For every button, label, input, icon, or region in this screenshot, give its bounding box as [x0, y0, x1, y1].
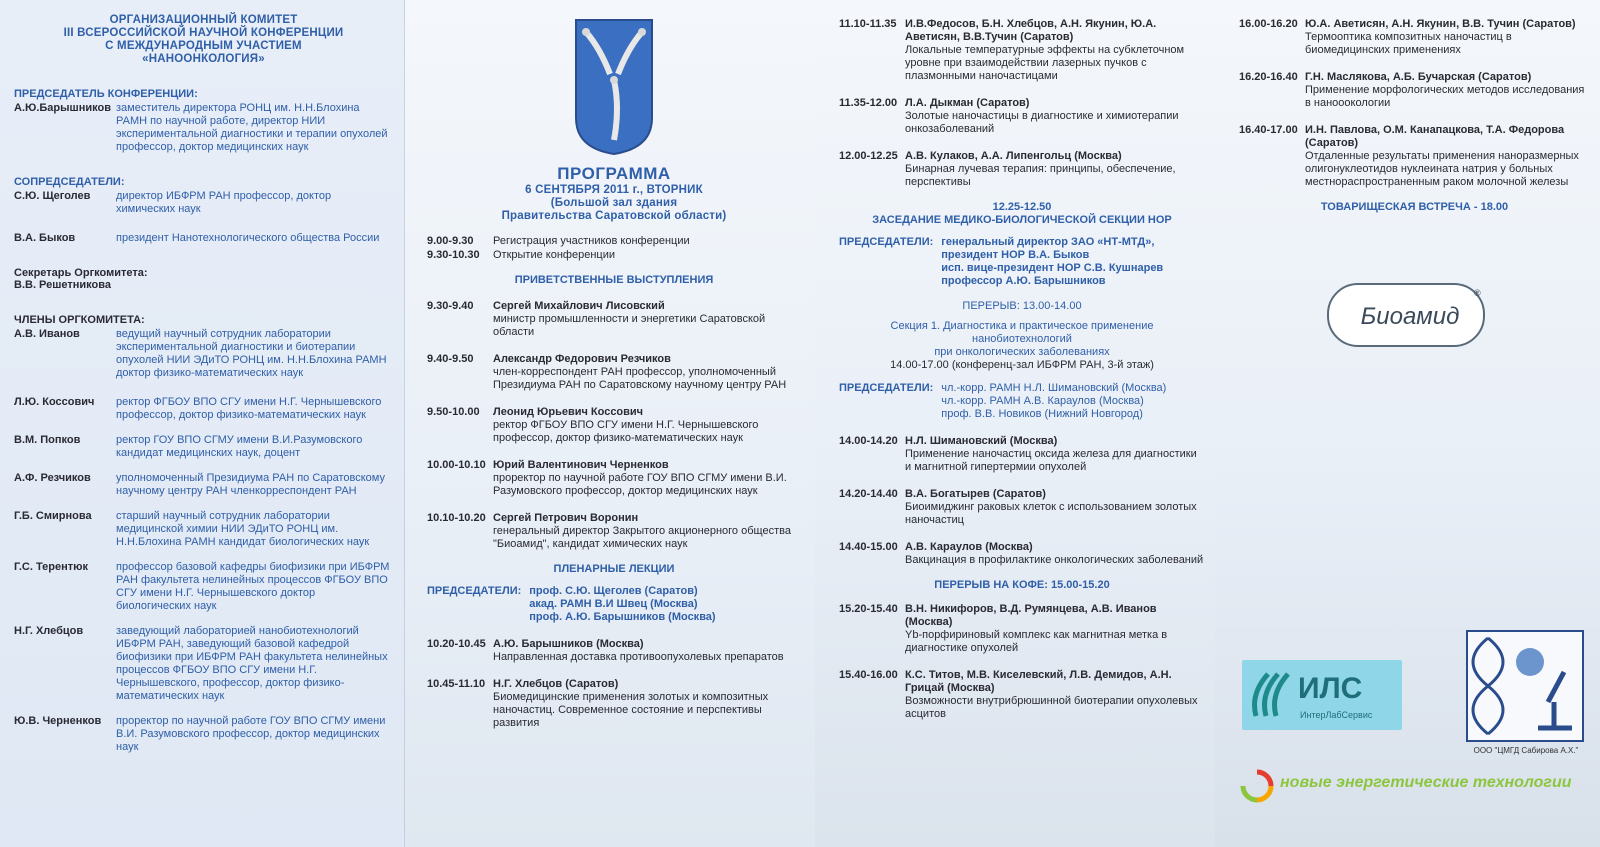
committee-person — [14, 102, 393, 154]
item-time: 15.40-16.00 — [839, 669, 898, 681]
committee-header-line: III ВСЕРОССИЙСКОЙ НАУЧНОЙ КОНФЕРЕНЦИИ — [63, 27, 344, 39]
chair-line: генеральный директор ЗАО «НТ-МТД», — [941, 236, 1155, 248]
item-time: 10.10-10.20 — [427, 512, 486, 524]
program-title: ПРОГРАММА — [557, 164, 671, 183]
schedule-item — [1239, 124, 1590, 189]
person-desc: профессор базовой кафедры биофизики при ИБФРМ РАН факультета нелинейных процессов ФГБОУ ВПО СГУ имени Н.Г. Чернышевского доктор биологических наук — [116, 561, 390, 612]
organizing-committee-panel — [0, 0, 405, 847]
person-desc: заместитель директора РОНЦ им. Н.Н.Блохина РАМН по научной работе, директор НИИ экспериментальной диагностики и терапии опухолей профессор, доктор медицинских наук — [116, 102, 388, 153]
schedule-item — [427, 459, 801, 498]
item-time: 12.00-12.25 — [839, 150, 898, 162]
greetings-title: ПРИВЕТСТВЕННЫЕ ВЫСТУПЛЕНИЯ — [514, 274, 714, 286]
committee-person — [14, 396, 393, 422]
program-date: 6 СЕНТЯБРЯ 2011 г., ВТОРНИК — [525, 184, 703, 196]
schedule-item — [839, 435, 1205, 474]
schedule-item — [839, 150, 1205, 189]
item-speaker: И.В.Федосов, Б.Н. Хлебцов, А.Н. Якунин, Ю.А. Аветисян, В.В.Тучин (Саратов) — [905, 18, 1157, 43]
schedule-item — [839, 669, 1205, 721]
net-text: новые энергетические технологии — [1280, 774, 1572, 791]
chair-line: акад. РАМН В.И Швец (Москва) — [529, 598, 698, 610]
person-name: А.Ю.Барышников — [14, 102, 111, 114]
person-desc: ректор ФГБОУ ВПО СГУ имени Н.Г. Чернышевского профессор, доктор физико-математических наук — [116, 396, 382, 421]
section-chairs — [839, 236, 1205, 288]
schedule-item — [427, 512, 801, 551]
item-text: Регистрация участников конференции — [493, 235, 690, 247]
item-speaker: И.Н. Павлова, О.М. Канапацкова, Т.А. Федорова (Саратов) — [1305, 124, 1565, 149]
committee-person — [14, 715, 393, 754]
schedule-item — [427, 678, 801, 730]
schedule-item — [427, 353, 801, 392]
item-speaker: В.Н. Никифоров, В.Д. Румянцева, А.В. Иванов (Москва) — [905, 603, 1157, 628]
section1-title-line: при онкологических заболеваниях — [934, 346, 1110, 358]
schedule-item — [839, 97, 1205, 136]
item-text: Направленная доставка противоопухолевых препаратов — [493, 651, 784, 663]
item-text: член-корреспондент РАН профессор, уполномоченный Президиума РАН по Саратовскому научному центру РАН — [493, 366, 787, 391]
committee-header-line: ОРГАНИЗАЦИОННЫЙ КОМИТЕТ — [109, 14, 298, 26]
svg-text:®: ® — [1474, 288, 1481, 298]
item-text: Бинарная лучевая терапия: принципы, обеспечение, перспективы — [905, 163, 1176, 188]
item-speaker: Г.Н. Маслякова, А.Б. Бучарская (Саратов) — [1305, 71, 1532, 83]
item-text: Термооптика композитных наночастиц в биомедицинских применениях — [1305, 31, 1512, 56]
person-desc: ректор ГОУ ВПО СГМУ имени В.И.Разумовского кандидат медицинских наук, доцент — [116, 434, 363, 459]
item-text: ректор ФГБОУ ВПО СГУ имени Н.Г. Чернышевского профессор, доктор физико-математических наук — [493, 419, 759, 444]
section-title: ЗАСЕДАНИЕ МЕДИКО-БИОЛОГИЧЕСКОЙ СЕКЦИИ НОР — [872, 214, 1172, 226]
schedule-item — [839, 18, 1205, 83]
ils-name: ИЛС — [1298, 672, 1363, 705]
schedule-item — [1239, 18, 1590, 57]
item-time: 9.50-10.00 — [427, 406, 480, 418]
schedule-item — [427, 406, 801, 445]
plenary-chairs — [427, 585, 801, 624]
section1-title-line: Секция 1. Диагностика и практическое применение — [890, 320, 1154, 332]
coffee-break: ПЕРЕРЫВ НА КОФЕ: 15.00-15.20 — [934, 579, 1110, 591]
item-time: 16.20-16.40 — [1239, 71, 1298, 83]
chair-line: проф. В.В. Новиков (Нижний Новгород) — [941, 408, 1143, 420]
item-text: Золотые наночастицы в диагностике и химиотерапии онкозаболеваний — [905, 110, 1179, 135]
item-text: Биоимиджинг раковых клеток с использованием золотых наночастиц — [905, 501, 1197, 526]
social-meeting: ТОВАРИЩЕСКАЯ ВСТРЕЧА - 18.00 — [1320, 201, 1509, 213]
person-name: Н.Г. Хлебцов — [14, 625, 84, 637]
person-desc: президент Нанотехнологического общества России — [116, 232, 380, 244]
section1-title — [839, 320, 1205, 359]
item-text: Открытие конференции — [493, 249, 615, 261]
cochairs-title: СОПРЕДСЕДАТЕЛИ: — [14, 176, 125, 188]
section1-chairs — [839, 382, 1205, 421]
person-name: А.Ф. Резчиков — [14, 472, 91, 484]
cmgd-logo — [1466, 630, 1584, 742]
person-desc: старший научный сотрудник лаборатории медицинской химии НИИ ЭДиТО РОНЦ им. Н.Н.Блохина РАМН кандидат биологических наук — [116, 510, 370, 548]
item-text: генеральный директор Закрытого акционерного общества "Биоамид", кандидат химических наук — [493, 525, 791, 550]
schedule-item — [839, 603, 1205, 655]
bioamid-text: Биоамид — [1360, 303, 1460, 330]
schedule-item — [427, 300, 801, 339]
bioamid-logo-icon — [1326, 282, 1486, 348]
item-speaker: Сергей Петрович Воронин — [493, 512, 639, 524]
section-time: 12.25-12.50 — [992, 201, 1052, 213]
item-time: 15.20-15.40 — [839, 603, 898, 615]
person-name: Ю.В. Черненков — [14, 715, 102, 727]
program-venue-line: (Большой зал здания — [550, 197, 678, 209]
item-text: Локальные температурные эффекты на субклеточном уровне при взаимодействии лазерных пучков с плазмонными наночастицами — [905, 44, 1185, 82]
item-speaker: Н.Л. Шимановский (Москва) — [905, 435, 1058, 447]
plenary-title: ПЛЕНАРНЫЕ ЛЕКЦИИ — [553, 563, 675, 575]
person-name: Г.Б. Смирнова — [14, 510, 92, 522]
ils-logo — [1242, 660, 1402, 730]
person-desc: директор ИБФРМ РАН профессор, доктор химических наук — [116, 190, 332, 215]
item-time: 9.30-9.40 — [427, 300, 474, 312]
item-time: 14.20-14.40 — [839, 488, 898, 500]
section1-venue: 14.00-17.00 (конференц-зал ИБФРМ РАН, 3-й этаж) — [890, 359, 1154, 371]
person-desc: проректор по научной работе ГОУ ВПО СГМУ имени В.И. Разумовского профессор, доктор медицинских наук — [116, 715, 386, 753]
item-speaker: Леонид Юрьевич Коссович — [493, 406, 644, 418]
person-desc: уполномоченный Президиума РАН по Саратовскому научному центру РАН членкорреспондент РАН — [116, 472, 385, 497]
sessions-panel — [815, 0, 1215, 847]
person-name: Л.Ю. Коссович — [14, 396, 95, 408]
item-time: 9.40-9.50 — [427, 353, 474, 365]
committee-header-line: «НАНООНКОЛОГИЯ» — [142, 53, 265, 65]
cmgd-caption: ООО "ЦМГД Сабирова А.Х." — [1473, 746, 1579, 755]
chair-line: профессор А.Ю. Барышников — [941, 275, 1106, 287]
program-venue-line: Правительства Саратовской области) — [501, 210, 727, 222]
item-time: 16.00-16.20 — [1239, 18, 1298, 30]
person-name: С.Ю. Щеголев — [14, 190, 91, 202]
committee-person — [14, 328, 393, 380]
item-time: 11.10-11.35 — [839, 18, 897, 30]
secretary-name: В.В. Решетникова — [14, 279, 111, 291]
chairs-label: ПРЕДСЕДАТЕЛИ: — [839, 236, 934, 248]
chair-line: проф. С.Ю. Щеголев (Саратов) — [529, 585, 698, 597]
item-speaker: А.Ю. Барышников (Москва) — [493, 638, 644, 650]
committee-header — [14, 14, 393, 66]
item-time: 14.40-15.00 — [839, 541, 898, 553]
committee-person — [14, 472, 393, 498]
item-speaker: А.В. Караулов (Москва) — [905, 541, 1033, 553]
program-panel — [405, 0, 815, 847]
chair-line: исп. вице-президент НОР С.В. Кушнарев — [941, 262, 1164, 274]
schedule-item — [427, 235, 801, 248]
item-text: проректор по научной работе ГОУ ВПО СГМУ имени В.И. Разумовского профессор, доктор медицинских наук — [493, 472, 787, 497]
schedule-item — [427, 249, 801, 262]
committee-person — [14, 625, 393, 703]
item-speaker: Н.Г. Хлебцов (Саратов) — [493, 678, 619, 690]
secretary-title: Секретарь Оргкомитета: — [14, 267, 148, 279]
item-text: Применение наночастиц оксида железа для диагностики и магнитной гипертермии опухолей — [905, 448, 1197, 473]
schedule-item — [839, 488, 1205, 527]
chairs-label: ПРЕДСЕДАТЕЛИ: — [839, 382, 934, 394]
item-speaker: Ю.А. Аветисян, А.Н. Якунин, В.В. Тучин (Саратов) — [1305, 18, 1576, 30]
schedule-item — [427, 638, 801, 664]
person-name: В.М. Попков — [14, 434, 81, 446]
saratov-coat-of-arms-icon — [574, 18, 654, 156]
item-text: Yb-порфириновый комплекс как магнитная метка в диагностике опухолей — [905, 629, 1168, 654]
schedule-item — [839, 541, 1205, 567]
chair-line: чл.-корр. РАМН А.В. Караулов (Москва) — [941, 395, 1144, 407]
net-logo — [1240, 768, 1590, 804]
person-name: Г.С. Терентюк — [14, 561, 89, 573]
break-time: ПЕРЕРЫВ: 13.00-14.00 — [962, 300, 1082, 312]
chair-line: чл.-корр. РАМН Н.Л. Шимановский (Москва) — [941, 382, 1167, 394]
committee-person — [14, 232, 393, 245]
item-speaker: Юрий Валентинович Черненков — [493, 459, 669, 471]
item-time: 11.35-12.00 — [839, 97, 898, 109]
person-name: В.А. Быков — [14, 232, 76, 244]
item-time: 16.40-17.00 — [1239, 124, 1298, 136]
item-speaker: Л.А. Дыкман (Саратов) — [905, 97, 1030, 109]
chair-line: проф. А.Ю. Барышников (Москва) — [529, 611, 716, 623]
item-speaker: Александр Федорович Резчиков — [493, 353, 671, 365]
chair-title: ПРЕДСЕДАТЕЛЬ КОНФЕРЕНЦИИ: — [14, 88, 198, 100]
ils-subtitle: ИнтерЛабСервис — [1300, 710, 1373, 720]
item-speaker: В.А. Богатырев (Саратов) — [905, 488, 1046, 500]
item-time: 10.00-10.10 — [427, 459, 486, 471]
chairs-label: ПРЕДСЕДАТЕЛИ: — [427, 585, 522, 597]
dna-microscope-icon — [1468, 632, 1582, 740]
item-time: 9.00-9.30 — [427, 235, 474, 247]
chair-line: президент НОР В.А. Быков — [941, 249, 1090, 261]
item-time: 10.45-11.10 — [427, 678, 486, 690]
item-speaker: К.С. Титов, М.В. Киселевский, Л.В. Демидов, А.Н. Грицай (Москва) — [905, 669, 1172, 694]
item-text: Отдаленные результаты применения наноразмерных олигонуклеотидов нуклеината натрия у больных местнораспространенным раком молочной железы — [1305, 150, 1579, 188]
item-text: Применение морфологических методов исследования в нанооокологии — [1305, 84, 1585, 109]
committee-header-line: С МЕЖДУНАРОДНЫМ УЧАСТИЕМ — [105, 40, 302, 52]
committee-person — [14, 190, 393, 216]
net-swirl-icon — [1240, 769, 1274, 803]
item-time: 14.00-14.20 — [839, 435, 898, 447]
item-time: 9.30-10.30 — [427, 249, 480, 261]
person-desc: ведущий научный сотрудник лаборатории экспериментальной диагностики и биотерапии опухолей НИИ ЭДиТО РОНЦ им. Н.Н.Блохина РАМН доктор физико-математических наук — [116, 328, 387, 379]
item-text: Биомедицинские применения золотых и композитных наночастиц. Современное состояние и перспективы развития — [493, 691, 769, 729]
ils-wave-icon — [1250, 670, 1290, 720]
members-title: ЧЛЕНЫ ОРГКОМИТЕТА: — [14, 314, 145, 326]
item-time: 10.20-10.45 — [427, 638, 486, 650]
schedule-item — [1239, 71, 1590, 110]
section1-title-line: нанобиотехнологий — [972, 333, 1072, 345]
committee-person — [14, 510, 393, 549]
item-text: Возможности внутрибрюшинной биотерапии опухолевых асцитов — [905, 695, 1198, 720]
committee-person — [14, 434, 393, 460]
item-speaker: А.В. Кулаков, А.А. Липенгольц (Москва) — [905, 150, 1122, 162]
item-text: министр промышленности и энергетики Саратовской области — [493, 313, 766, 338]
item-text: Вакцинация в профилактике онкологических заболеваний — [905, 554, 1204, 566]
committee-person — [14, 561, 393, 613]
person-name: А.В. Иванов — [14, 328, 80, 340]
person-desc: заведующий лабораторией нанобиотехнологий ИБФРМ РАН, заведующий базовой кафедрой биофизики при ИБФРМ РАН факультета нелинейных процессов ФГБОУ ВПО СГУ имени Н.Г. Чернышевского, профессор, доктор физико-математических наук — [116, 625, 388, 702]
item-speaker: Сергей Михайлович Лисовский — [493, 300, 665, 312]
